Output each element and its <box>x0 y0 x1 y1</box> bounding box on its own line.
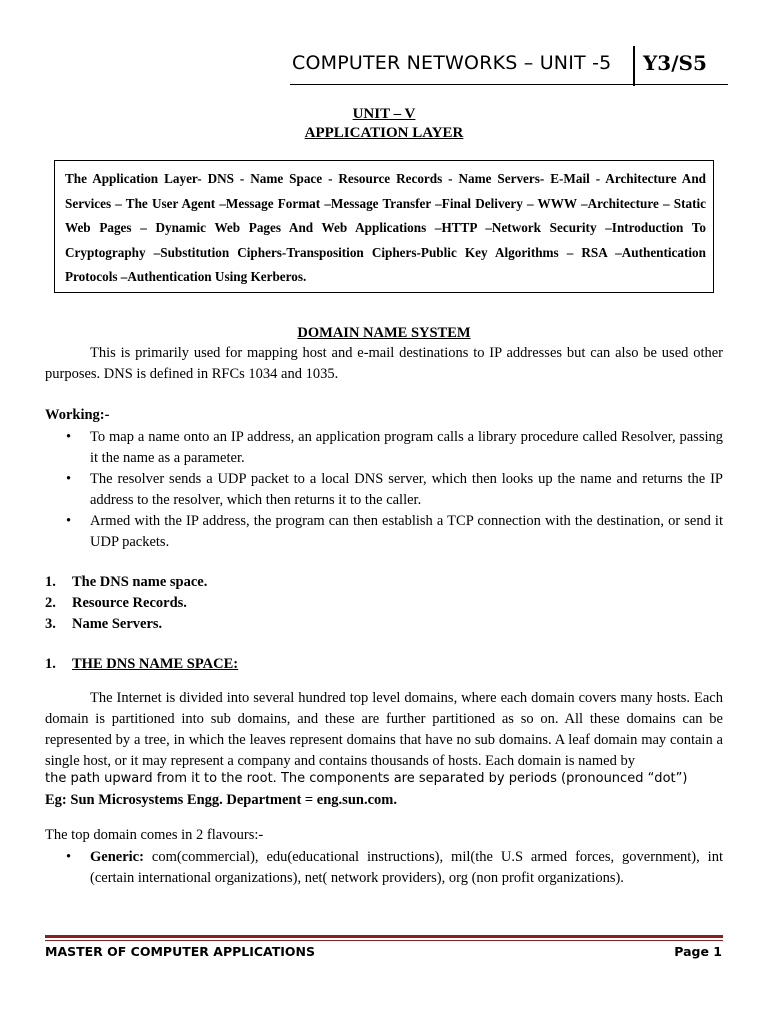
working-label: Working:- <box>45 407 110 423</box>
unit-name: APPLICATION LAYER <box>304 125 464 141</box>
subsection-heading-name-space: 1. THE DNS NAME SPACE: <box>45 656 239 672</box>
bullet-icon: • <box>66 513 72 529</box>
section-heading-dns: DOMAIN NAME SYSTEM <box>297 325 471 341</box>
dns-intro-paragraph: This is primarily used for mapping host and e-mail destinations to IP addresses but can also be used other purposes. DNS is defined in RFCs 1034 and 1035. <box>45 345 723 382</box>
header-code: Y3/S5 <box>643 51 707 75</box>
header-rule <box>290 84 728 85</box>
footer-rule-thick <box>45 935 723 938</box>
syllabus-text: The Application Layer- DNS - Name Space - Resource Records - Name Servers- E-Mail - Architecture And Services – The User Agent –Message Format –Message Transfer –Final Delivery – WWW –Architecture – Static Web Pages – Dynamic Web Pages And Web Applications –HTTP –Network Security –Introduction To Cryptography –Substitution Ciphers-Transposition Ciphers-Public Key Algorithms – RSA –Authentication Protocols –Authentication Using Kerberos. <box>65 171 706 284</box>
list-item: • Generic: com(commercial), edu(educational instructions), mil(the U.S armed forces, government), int (certain international organizations), net( network providers), org (non profit organizations). <box>66 849 723 886</box>
list-item: 2. Resource Records. <box>45 595 187 611</box>
flavours-list <box>45 847 723 889</box>
footer-course: MASTER OF COMPUTER APPLICATIONS <box>45 944 316 959</box>
name-space-paragraph: The Internet is divided into several hundred top level domains, where each domain covers many hosts. Each domain is partitioned into sub domains, and these are further partitioned as so on. All these domains can be represented by a tree, in which the leaves represent domains that have no sub domains. A leaf domain may contain a single host, or it may represent a company and contains thousands of hosts. Each domain is named by <box>45 690 723 769</box>
name-space-paragraph-tail: the path upward from it to the root. The components are separated by periods (pronounced “dot”) <box>45 771 688 786</box>
list-item: • The resolver sends a UDP packet to a local DNS server, which then looks up the name and returns the IP address to the resolver, which then returns it to the caller. <box>66 471 723 508</box>
syllabus-box <box>54 160 714 293</box>
header-title: COMPUTER NETWORKS – UNIT -5 <box>292 52 612 74</box>
list-item: 1. The DNS name space. <box>45 574 208 590</box>
topics-list <box>45 572 207 635</box>
bullet-icon: • <box>66 849 72 865</box>
bullet-icon: • <box>66 429 72 445</box>
header-separator <box>633 46 635 86</box>
working-list <box>45 427 723 553</box>
footer-page-number: Page 1 <box>674 944 722 959</box>
list-item: • Armed with the IP address, the program can then establish a TCP connection with the destination, or send it UDP packets. <box>66 513 723 550</box>
footer-rule-thin <box>45 940 723 941</box>
bullet-icon: • <box>66 471 72 487</box>
list-item: 3. Name Servers. <box>45 616 163 632</box>
flavours-intro: The top domain comes in 2 flavours:- <box>45 827 264 843</box>
example-line: Eg: Sun Microsystems Engg. Department = eng.sun.com. <box>45 792 397 808</box>
list-item: • To map a name onto an IP address, an application program calls a library procedure called Resolver, passing it the name as a parameter. <box>66 429 723 466</box>
unit-number: UNIT – V <box>352 106 416 122</box>
